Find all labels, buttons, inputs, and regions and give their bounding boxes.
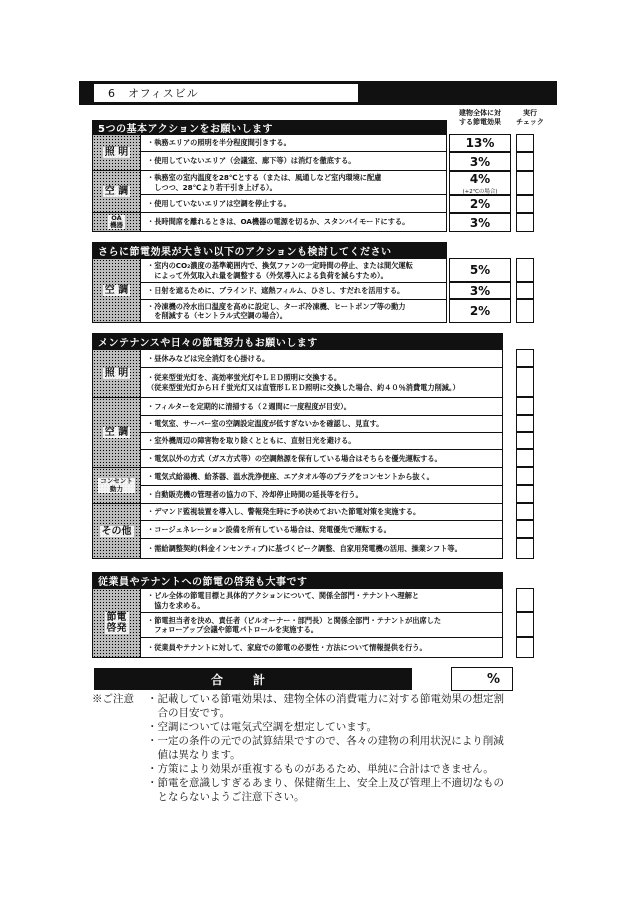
section4-row-2: ・節電担当者を決め、責任者（ビルオーナー・部門長）と関係全部門・テナントが出席した フォローアップ会議や節電パトロールを実施する。 — [141, 613, 502, 638]
section4-row-1: ・ビル全体の節電目標と具体的アクションについて、関係全部門・テナントへ理解と 協力を求める。 — [141, 589, 502, 613]
section4-checkbox-2[interactable] — [516, 612, 534, 637]
section1-effect-1: 13% — [449, 134, 511, 152]
section4-checkbox-1[interactable] — [516, 588, 534, 612]
section1-effect-3: 4% (+2℃の場合) — [449, 171, 511, 195]
section1-row-2: ・使用していないエリア（会議室、廊下等）は消灯を徹底する。 — [141, 152, 446, 171]
section3-category-aircon: 空 調 — [93, 398, 141, 468]
section3-row-7: ・電気式給湯機、給茶器、温水洗浄便座、エアタオル等のプラグをコンセントから抜く。 — [141, 468, 502, 486]
section3-checkbox-8[interactable] — [516, 485, 534, 503]
total-percent-field[interactable]: % — [451, 667, 513, 691]
check-column-header: 実行 チェック — [516, 109, 544, 126]
section1-category-aircon: 空 調 — [93, 171, 141, 213]
section3-checkbox-7[interactable] — [516, 467, 534, 485]
section2-row-2: ・日射を遮るために、ブラインド、遮熱フィルム、ひさし、すだれを活用する。 — [141, 283, 446, 300]
notes-list — [147, 692, 567, 804]
section3-title: メンテナンスや日々の節電努力もお願いします — [92, 333, 503, 349]
section3-checkbox-5[interactable] — [516, 432, 534, 449]
section1-checkbox-3[interactable] — [516, 171, 534, 195]
section3-checkbox-1[interactable] — [516, 349, 534, 367]
section3-category-lighting: 照 明 — [93, 350, 141, 398]
section3-row-8: ・自動販売機の管理者の協力の下、冷却停止時間の延長等を行う。 — [141, 486, 502, 504]
section4-row-3: ・従業員やテナントに対して、家庭での節電の必要性・方法について情報提供を行う。 — [147, 642, 427, 652]
section1-table — [92, 134, 447, 232]
section3-checkbox-6[interactable] — [516, 449, 534, 467]
section4-checkbox-3[interactable] — [516, 637, 534, 658]
section2-effect-3: 2% — [449, 299, 511, 323]
section1-checkbox-4[interactable] — [516, 195, 534, 213]
note-item-5: ・節電を意識しすぎるあまり、保健衛生上、安全上及び管理上不適切なもの とならないようご注意下さい。 — [147, 777, 504, 803]
section2-effect-1: 5% — [449, 258, 511, 282]
section3-row-5: ・室外機周辺の障害物を取り除くとともに、直射日光を避ける。 — [141, 433, 502, 450]
section1-row-1: ・執務エリアの照明を半分程度間引きする。 — [141, 135, 446, 152]
section3-checkbox-10[interactable] — [516, 520, 534, 538]
section1-row-5: ・長時間席を離れるときは、OA機器の電源を切るか、スタンバイモードにする。 — [147, 217, 410, 227]
section1-checkbox-1[interactable] — [516, 134, 534, 152]
note-item-3: ・一定の条件の元での試算結果ですので、各々の建物の利用状況により削減 値は異なります。 — [147, 735, 504, 761]
section2-table — [92, 258, 447, 323]
section3-row-6: ・電気以外の方式（ガス方式等）の空調熱源を保有している場合はそちらを優先運転する。 — [141, 450, 502, 468]
section3-row-11: ・需給調整契約(料金インセンティブ)に基づくピーク調整、自家用発電機の活用、操業シフト等。 — [147, 543, 462, 553]
section1-category-lighting: 照 明 — [93, 135, 141, 171]
notes-label: ※ご注意 — [92, 693, 134, 705]
section1-category-oa: OA 機器 — [93, 213, 141, 231]
section1-effect-4: 2% — [449, 195, 511, 213]
section3-category-other: その他 — [93, 504, 141, 558]
section3-checkbox-2[interactable] — [516, 367, 534, 397]
section1-checkbox-5[interactable] — [516, 213, 534, 232]
section2-checkbox-3[interactable] — [516, 299, 534, 323]
section1-title: 5つの基本アクションをお願いします — [92, 120, 447, 134]
section2-row-3: ・冷凍機の冷水出口温度を高めに設定し、ターボ冷凍機、ヒートポンプ等の動力 を削減する（セントラル式空調の場合）。 — [147, 301, 406, 320]
section1-checkbox-2[interactable] — [516, 152, 534, 171]
section3-checkbox-11[interactable] — [516, 538, 534, 559]
section3-row-9: ・デマンド監視装置を導入し、警報発生時に予め決めておいた節電対策を実施する。 — [141, 504, 502, 521]
section1-effect-5: 3% — [449, 213, 511, 232]
page-title: 6 オフィスビル — [108, 87, 199, 100]
section2-checkbox-1[interactable] — [516, 258, 534, 282]
section2-title: さらに節電効果が大きい以下のアクションも検討してください — [92, 242, 447, 258]
section3-category-outlet: コンセント 動力 — [93, 468, 141, 504]
note-item-1: ・記載している節電効果は、建物全体の消費電力に対する節電効果の想定割 合の目安です。 — [147, 693, 504, 719]
section2-row-1: ・室内のCO₂濃度の基準範囲内で、換気ファンの一定時間の停止、または間欠運転 によって外気取入れ量を調整する（外気導入による負荷を減らすため）。 — [141, 259, 446, 283]
effect-column-header: 建物全体に対 する節電効果 — [459, 109, 501, 126]
section2-effect-2: 3% — [449, 282, 511, 299]
section4-title: 従業員やテナントへの節電の啓発も大事です — [92, 572, 503, 588]
note-item-2: ・空調については電気式空調を想定しています。 — [147, 721, 377, 733]
total-label-bar: 合計 — [94, 668, 412, 690]
note-item-4: ・方策により効果が重複するものがあるため、単純に合計はできません。 — [147, 763, 494, 775]
section3-row-3: ・フィルターを定期的に清掃する（２週間に一度程度が目安）。 — [141, 398, 502, 416]
section4-table — [92, 588, 503, 658]
section1-effect-2: 3% — [449, 152, 511, 171]
section3-row-1: ・昼休みなどは完全消灯を心掛ける。 — [141, 350, 502, 368]
section3-row-10: ・コージェネレーション設備を所有している場合は、発電優先で運転する。 — [141, 521, 502, 539]
section3-checkbox-4[interactable] — [516, 415, 534, 432]
section4-category-awareness: 節電 啓発 — [93, 589, 141, 657]
section3-row-2: ・従来型蛍光灯を、高効率蛍光灯やＬＥＤ照明に交換する。 （従来型蛍光灯からＨｆ蛍光灯又は直管形ＬＥＤ照明に交換した場合、約４０％消費電力削減。） — [141, 368, 502, 398]
section1-row-4: ・使用していないエリアは空調を停止する。 — [141, 195, 446, 213]
section2-category-aircon: 空 調 — [93, 259, 141, 322]
section3-checkbox-9[interactable] — [516, 503, 534, 520]
section3-checkbox-3[interactable] — [516, 397, 534, 415]
section3-row-4: ・電気室、サーバー室の空調設定温度が低すぎないかを確認し、見直す。 — [141, 416, 502, 433]
section3-table — [92, 349, 503, 559]
section2-checkbox-2[interactable] — [516, 282, 534, 299]
section1-row-3: ・執務室の室内温度を28℃とする（または、風通しなど室内環境に配慮 しつつ、28℃より若干引き上げる）。 — [141, 171, 446, 195]
